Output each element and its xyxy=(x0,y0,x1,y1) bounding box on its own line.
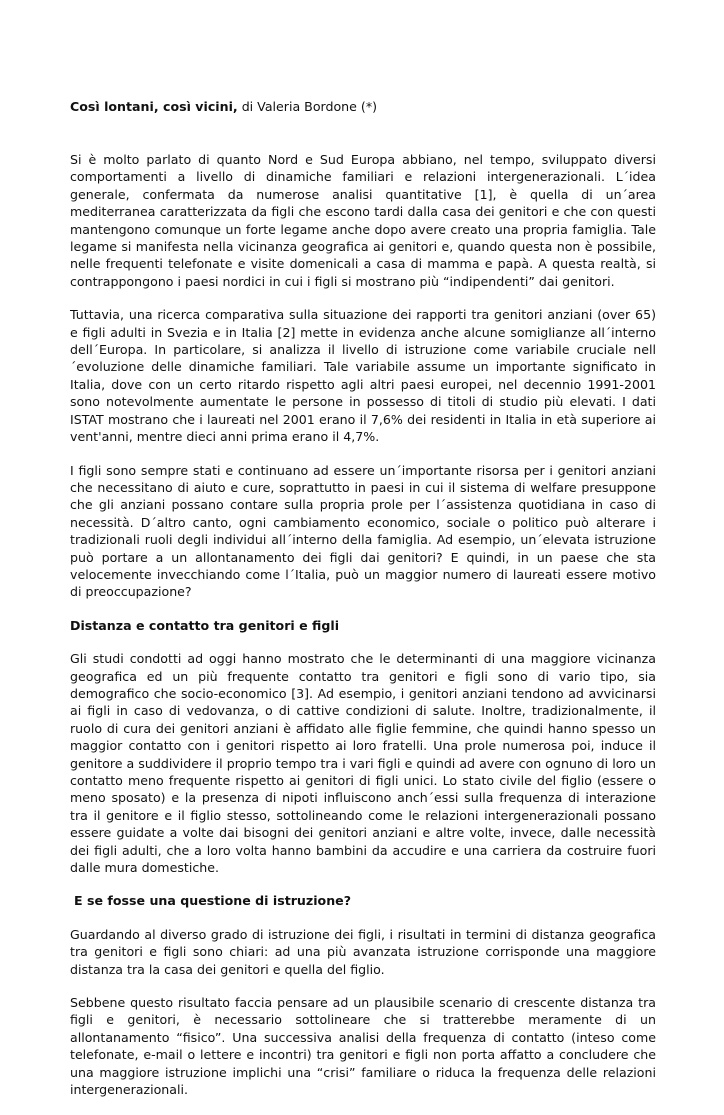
paragraph-education-1: Guardando al diverso grado di istruzione dei figli, i risultati in termini di distanza geografica tra genitori e figli sono chiari: ad una più avanzata istruzione corrisponde una maggiore distanza tra la casa dei genitori e quella del figlio. xyxy=(70,926,656,977)
section-heading-distance: Distanza e contatto tra genitori e figli xyxy=(70,617,340,633)
article-author: di Valeria Bordone (*) xyxy=(237,99,378,114)
article-title-bold: Così lontani, così vicini, xyxy=(70,99,238,114)
paragraph-distance-1: Gli studi condotti ad oggi hanno mostrato che le determinanti di una maggiore vicinanza geografica ed un più frequente contatto tra genitori e figli sono di vario tipo, sia demografico che socio-economico [3]. Ad esempio, i genitori anziani tendono ad avvicinarsi ai figli in caso di vedovanza, o di cattive condizioni di salute. Inoltre, tradizionalmente, il ruolo di cura dei genitori anziani è affidato alle figlie femmine, che quindi hanno spesso un maggior contatto con i genitori rispetto ai loro fratelli. Una prole numerosa poi, induce il genitore a suddividere il proprio tempo tra i vari figli e quindi ad avere con ognuno di loro un contatto meno frequente rispetto ai genitori di figli unici. Lo stato civile del figlio (essere o meno sposato) e la presenza di nipoti influiscono anch´essi sulla frequenza di interazione tra il genitore e il figlio stesso, sottolineando come le relazioni intergenerazionali possano essere guidate a volte dai bisogni dei genitori anziani e altre volte, invece, dalle necessità dei figli adulti, che a loro volta hanno bambini da accudire e una carriera da costruire fuori dalle mura domestiche. xyxy=(70,651,656,876)
paragraph-education-2: Sebbene questo risultato faccia pensare ad un plausibile scenario di crescente distanza tra figli e genitori, è necessario sottolineare che si tratterebbe meramente di un allontanamento “fisico”. Una successiva analisi della frequenza di contatto (inteso come telefonate, e-mail o lettere e incontri) tra genitori e figli non porta affatto a concludere che una maggiore istruzione implichi una “crisi” familiare o riduca la frequenza delle relazioni intergenerazionali. xyxy=(70,995,656,1098)
paragraph-intro-3: I figli sono sempre stati e continuano ad essere un´importante risorsa per i genitori anziani che necessitano di aiuto e cure, soprattutto in paesi in cui il sistema di welfare presuppone che gli anziani possano contare sulla propria prole per l´assistenza quotidiana in caso di necessità. D´altro canto, ogni cambiamento economico, sociale o politico può alterare i tradizionali ruoli degli individui all´interno della famiglia. Ad esempio, un´elevata istruzione può portare a un allontanamento dei figli dai genitori? E quindi, in un paese che sta velocemente invecchiando come l´Italia, può un maggior numero di laureati essere motivo di preoccupazione? xyxy=(70,462,656,600)
document-page xyxy=(70,98,656,1115)
section-heading-education: E se fosse una questione di istruzione? xyxy=(74,893,352,909)
article-title xyxy=(70,98,656,116)
paragraph-intro-2: Tuttavia, una ricerca comparativa sulla situazione dei rapporti tra genitori anziani (over 65) e figli adulti in Svezia e in Italia [2] mette in evidenza anche alcune somiglianze all´interno dell´Europa. In particolare, si analizza il livello di istruzione come variabile cruciale nell´evoluzione delle dinamiche familiari. Tale variabile assume un importante significato in Italia, dove con un certo ritardo rispetto agli altri paesi europei, nel decennio 1991-2001 sono notevolmente aumentate le persone in possesso di titoli di studio più elevati. I dati ISTAT mostrano che i laureati nel 2001 erano il 7,6% dei residenti in Italia in età superiore ai vent'anni, mentre dieci anni prima erano il 4,7%. xyxy=(70,307,656,445)
paragraph-intro-1: Si è molto parlato di quanto Nord e Sud Europa abbiano, nel tempo, sviluppato diversi comportamenti a livello di dinamiche familiari e relazioni intergenerazionali. L´idea generale, confermata da numerose analisi quantitative [1], è quella di un´area mediterranea caratterizzata da figli che escono tardi dalla casa dei genitori e che con questi mantengono comunque un forte legame anche dopo avere creato una propria famiglia. Tale legame si manifesta nella vicinanza geografica ai genitori e, quando questa non è possibile, nelle frequenti telefonate e visite domenicali a casa di mamma e papà. A questa realtà, si contrappongono i paesi nordici in cui i figli si mostrano più “indipendenti” dai genitori. xyxy=(70,152,656,289)
